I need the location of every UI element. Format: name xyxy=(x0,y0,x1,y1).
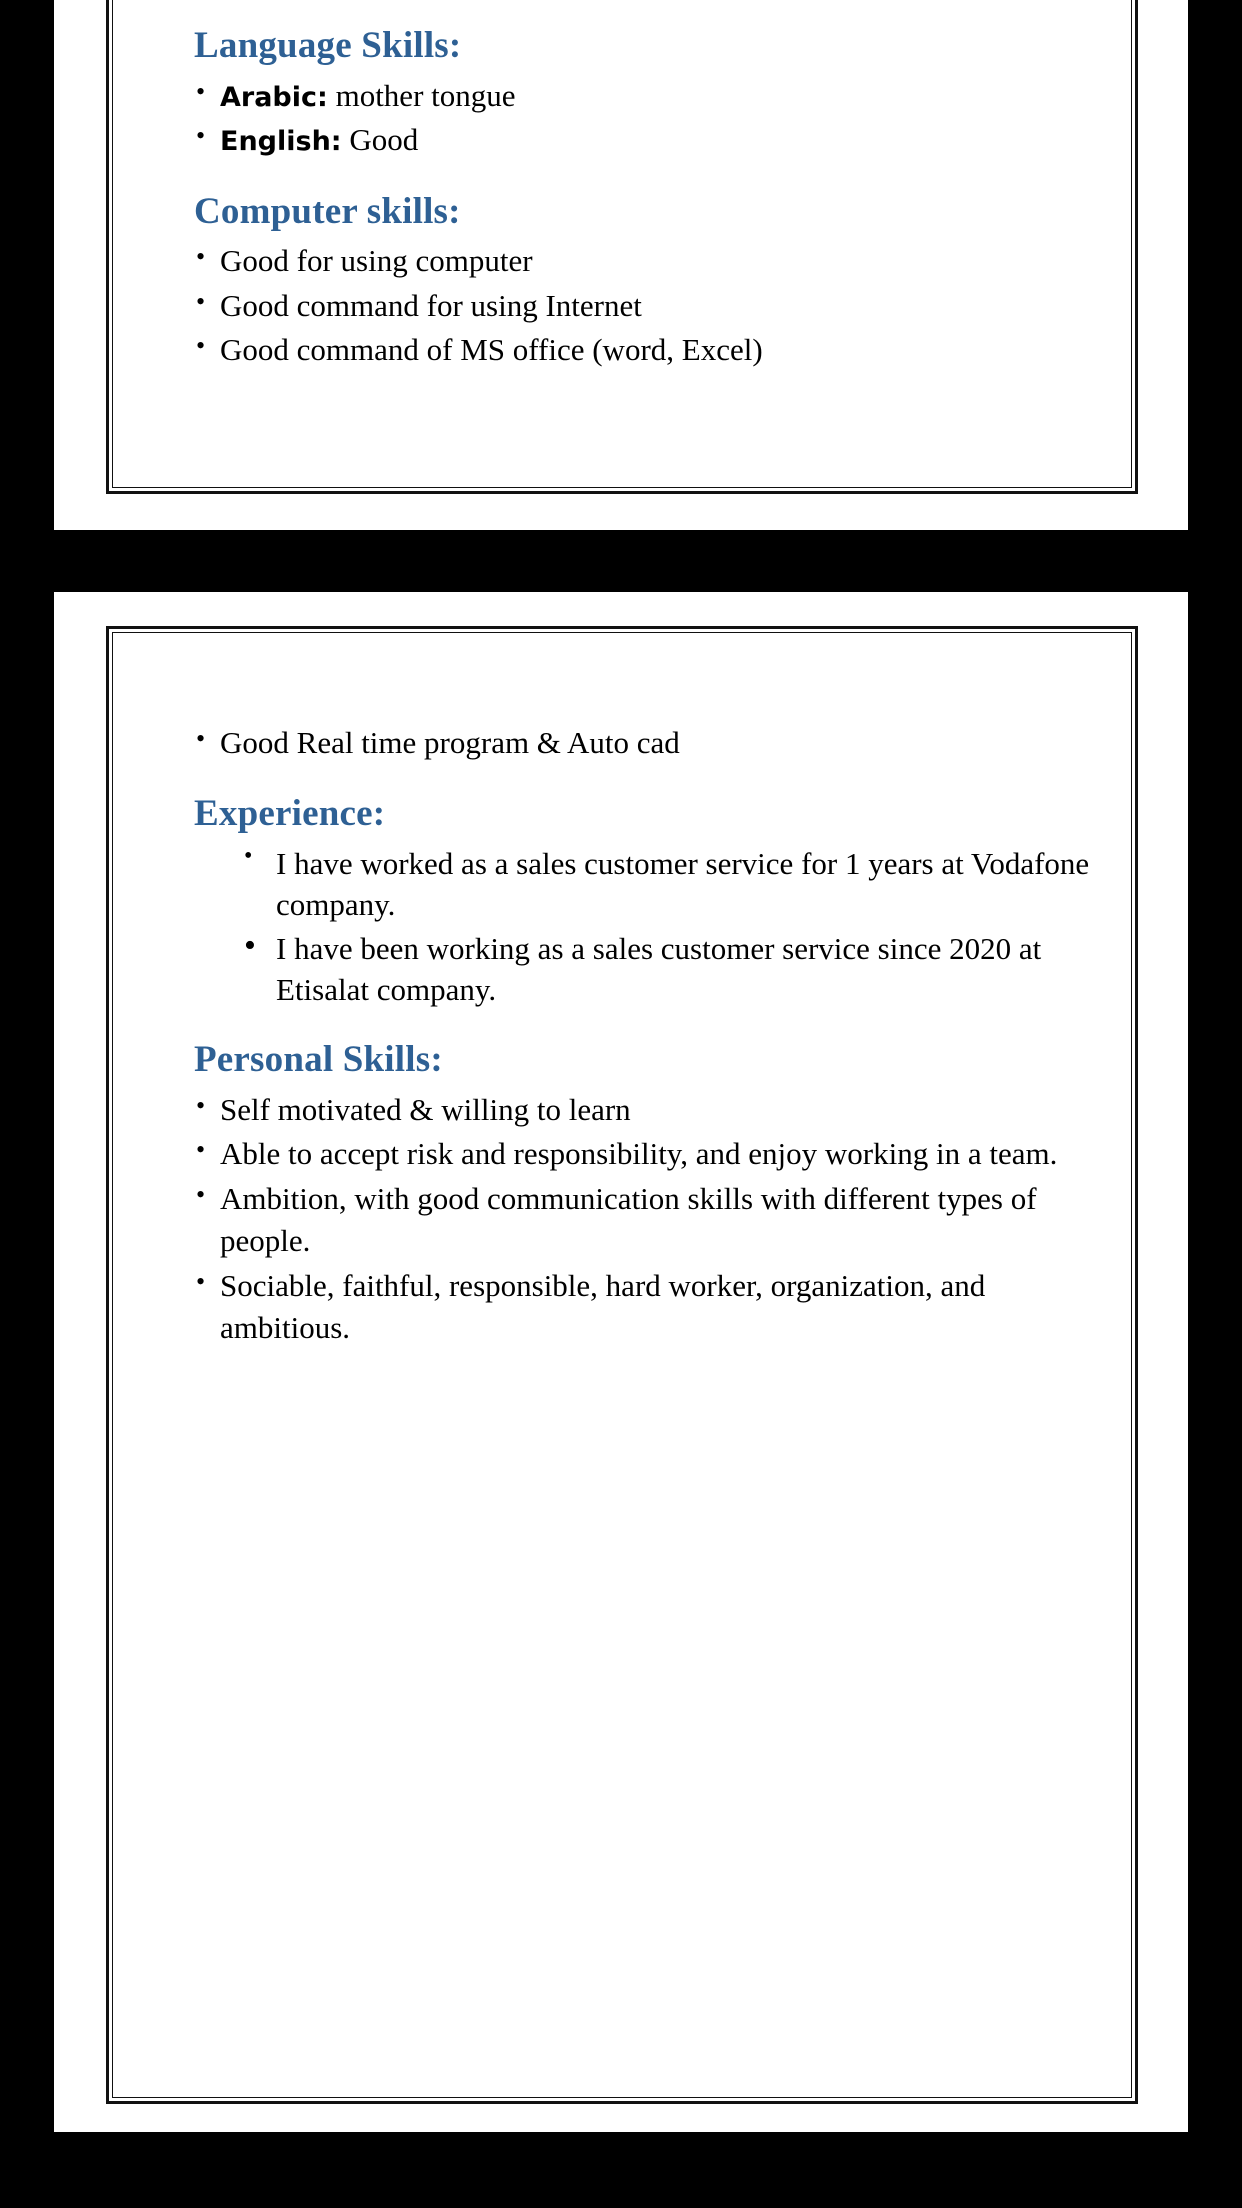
list-item xyxy=(194,240,1092,282)
heading-personal-skills: Personal Skills: xyxy=(194,1039,443,1081)
list-item-text: I have been working as a sales customer service since 2020 at Etisalat company. xyxy=(276,930,1042,1007)
page-1-content xyxy=(54,0,1188,372)
list-item xyxy=(194,75,1092,117)
list-experience xyxy=(194,843,1092,1010)
list-item-text: Good xyxy=(341,122,419,158)
list-language-skills xyxy=(194,75,1092,162)
list-item xyxy=(194,1178,1092,1263)
list-item xyxy=(242,928,1092,1010)
list-item xyxy=(194,1133,1092,1175)
heading-language-skills: Language Skills: xyxy=(194,25,462,66)
list-item-label: English: xyxy=(220,126,342,158)
list-item-text: I have worked as a sales customer service for 1 years at Vodafone company. xyxy=(276,846,1090,923)
heading-computer-skills: Computer skills: xyxy=(194,190,461,232)
document-page-2 xyxy=(54,592,1188,2132)
list-item-text: Able to accept risk and responsibility, and enjoy working in a team. xyxy=(220,1136,1058,1172)
list-item-text: Good command for using Internet xyxy=(220,287,642,323)
list-computer-skills xyxy=(194,240,1092,371)
list-item xyxy=(194,1089,1092,1131)
list-item-auto-cad: • Good Real time program & Auto cad xyxy=(194,722,1092,764)
list-item-text: Self motivated & willing to learn xyxy=(220,1091,631,1127)
list-personal-skills xyxy=(194,1089,1092,1350)
page-gap xyxy=(0,530,1242,592)
list-item-text: Ambition, with good communication skills with different types of people. xyxy=(220,1180,1037,1259)
list-item-text: mother tongue xyxy=(327,77,516,113)
list-item xyxy=(194,119,1092,161)
list-item xyxy=(242,843,1092,925)
page-2-content xyxy=(54,592,1188,1350)
list-item-label: Arabic: xyxy=(220,81,328,113)
heading-experience: Experience: xyxy=(194,793,386,835)
document-page-1 xyxy=(54,0,1188,530)
list-item-text: Good command of MS office (word, Excel) xyxy=(220,332,763,368)
list-item-text: Good for using computer xyxy=(220,243,533,279)
list-item xyxy=(194,329,1092,371)
list-item-text: Sociable, faithful, responsible, hard worker, organization, and ambitious. xyxy=(220,1267,986,1346)
list-item xyxy=(194,1265,1092,1350)
list-item xyxy=(194,285,1092,327)
